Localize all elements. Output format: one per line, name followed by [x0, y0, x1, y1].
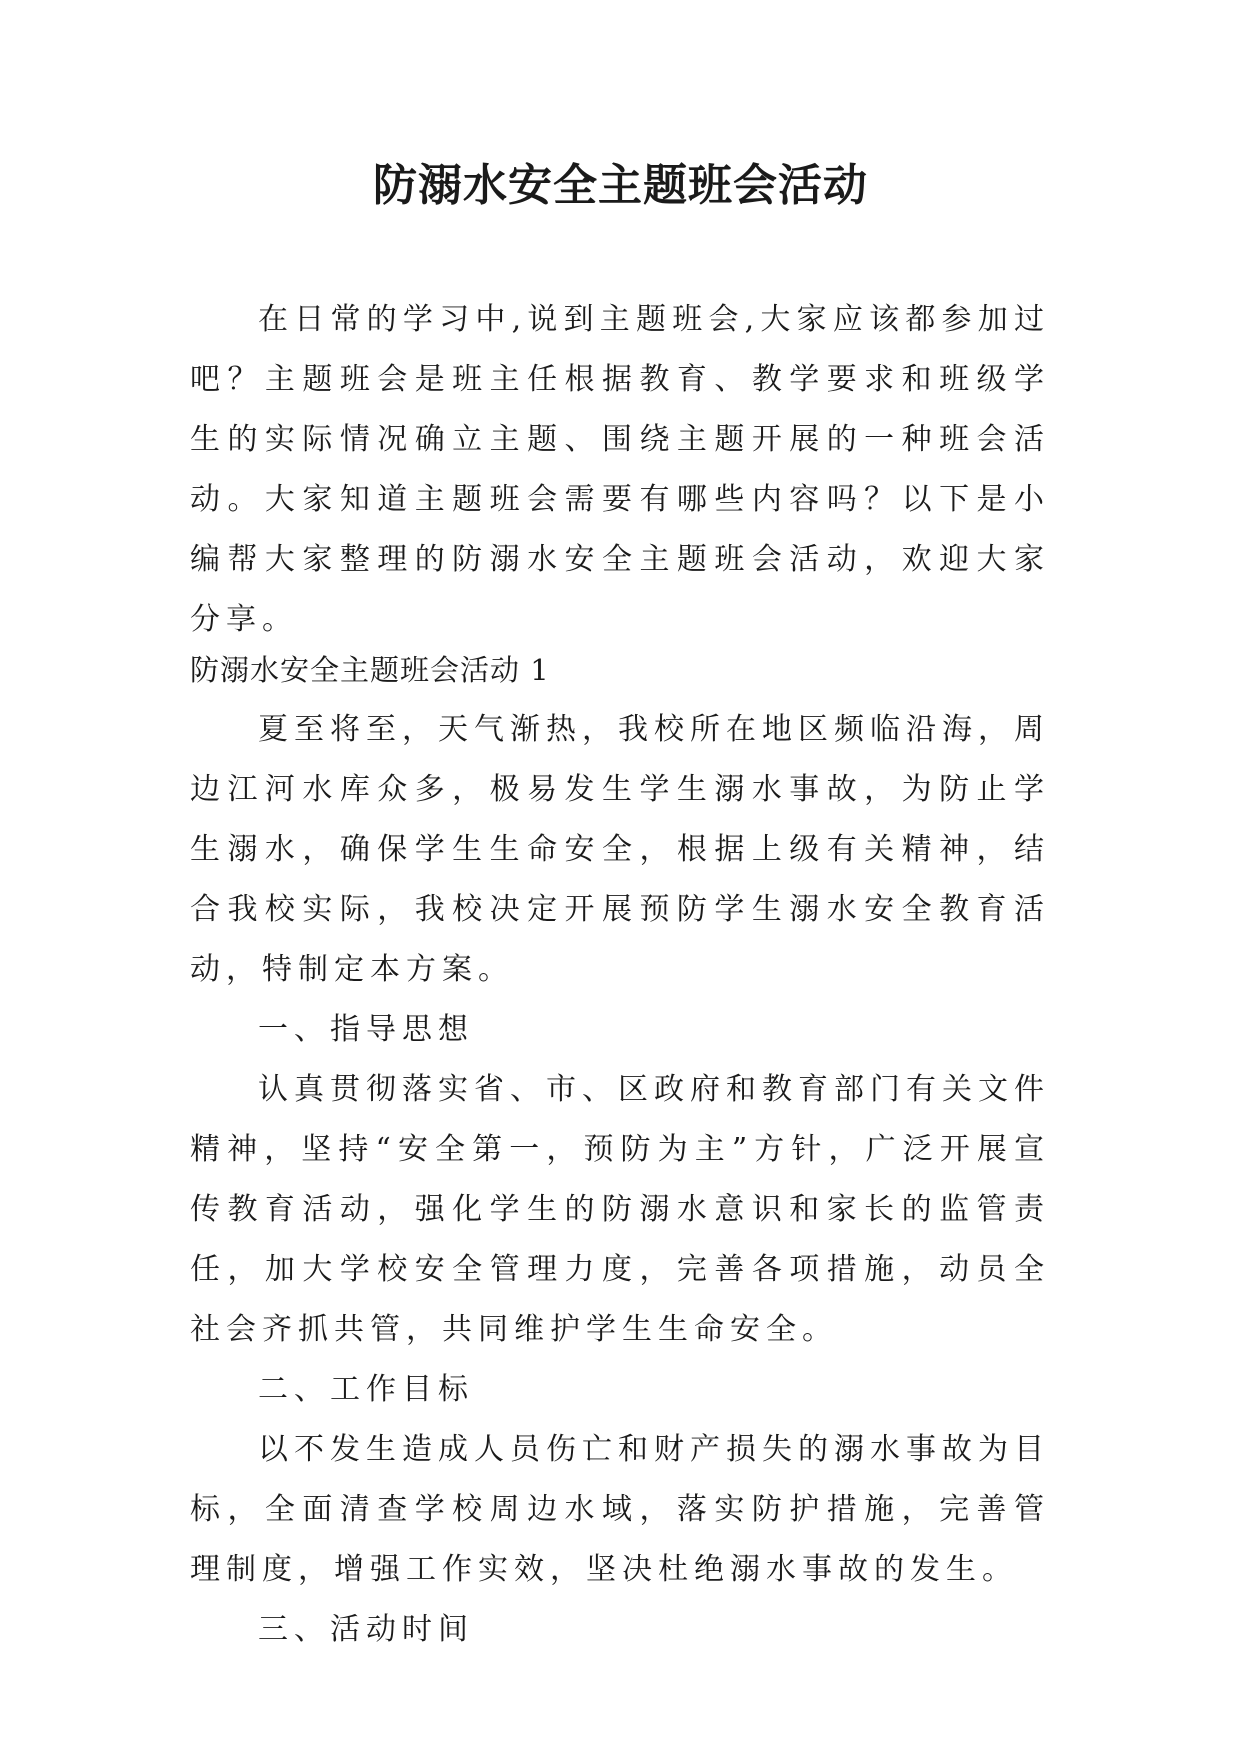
document-title: 防溺水安全主题班会活动	[373, 160, 868, 211]
heading-activity-time: 三、活动时间	[258, 1612, 474, 1647]
intro-block	[190, 290, 1050, 650]
heading-guiding-ideology: 一、指导思想	[258, 1012, 474, 1047]
paragraph-intro-plan: 夏至将至，天气渐热，我校所在地区频临沿海，周边江河水库众多，极易发生学生溺水事故，为防止学生溺水，确保学生生命安全，根据上级有关精神，结合我校实际，我校决定开展预防学生溺水安全教育活动，特制定本方案。	[190, 712, 1050, 987]
section-1	[190, 640, 1050, 1660]
paragraph-work-goals: 以不发生造成人员伤亡和财产损失的溺水事故为目标，全面清查学校周边水域，落实防护措施，完善管理制度，增强工作实效，坚决杜绝溺水事故的发生。	[190, 1432, 1050, 1587]
intro-paragraph: 在日常的学习中,说到主题班会,大家应该都参加过吧？主题班会是班主任根据教育、教学要求和班级学生的实际情况确立主题、围绕主题开展的一种班会活动。大家知道主题班会需要有哪些内容吗？以下是小编帮大家整理的防溺水安全主题班会活动，欢迎大家分享。	[190, 302, 1050, 637]
heading-work-goals: 二、工作目标	[258, 1372, 474, 1407]
paragraph-guiding-ideology: 认真贯彻落实省、市、区政府和教育部门有关文件精神，坚持“安全第一，预防为主”方针，广泛开展宣传教育活动，强化学生的防溺水意识和家长的监管责任，加大学校安全管理力度，完善各项措施，动员全社会齐抓共管，共同维护学生生命安全。	[190, 1072, 1050, 1347]
section-title: 防溺水安全主题班会活动 1	[190, 653, 550, 687]
